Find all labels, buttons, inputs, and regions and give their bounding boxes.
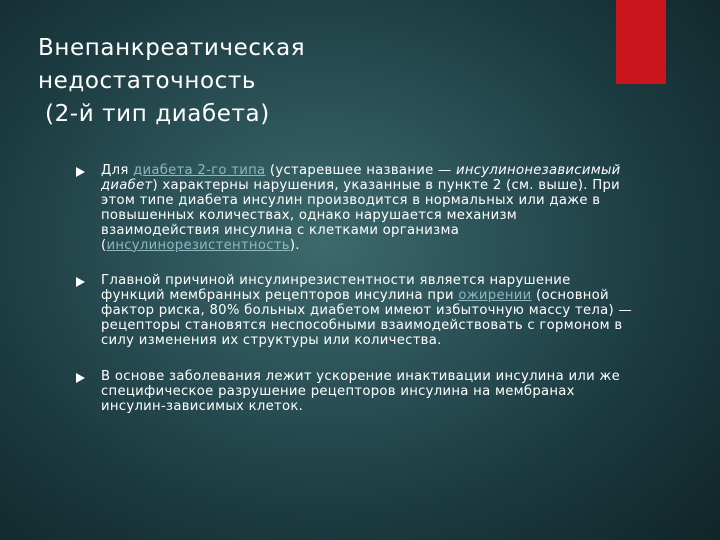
link-diabetes-type-2[interactable]: диабета 2-го типа — [133, 163, 266, 178]
slide-title — [38, 32, 598, 131]
bullet-item-2 — [76, 274, 636, 349]
triangle-bullet-icon — [76, 277, 85, 287]
bullet-item-3 — [76, 370, 636, 415]
link-insulin-resistance[interactable]: инсулинорезистентность — [106, 237, 290, 253]
link-obesity[interactable]: ожирении — [458, 288, 532, 304]
bullet-2-text-2: (основной фактор риска, 80% больных диабетом имеют избыточную массу тела) — рецепторы становятся неспособными взаимодействовать с гормоном в силу изменения их структуры или количества. — [101, 288, 632, 349]
bullet-1-text-1: Для — [101, 163, 134, 178]
bullet-1-text-3: ) характерны нарушения, указанные в пункте 2 (см. выше). При этом типе диабета инсулин производится в нормальных или даже в повышенных количествах, однако нарушается механизм взаимодействия инсулина с клетками организма ( — [101, 177, 621, 253]
bullet-1-text-4: ). — [289, 237, 300, 253]
bullet-item-1 — [76, 164, 636, 253]
bullet-1-italic: инсулинонезависимый диабет — [101, 163, 621, 193]
title-line-1: Внепанкреатическая — [38, 35, 306, 61]
title-line-3: (2-й тип диабета) — [45, 101, 270, 127]
accent-bar — [616, 0, 666, 84]
title-line-2: недостаточность — [38, 68, 257, 94]
triangle-bullet-icon — [76, 167, 85, 177]
bullet-1-text-2: (устаревшее название — — [265, 163, 456, 178]
bullet-list — [76, 164, 636, 415]
bullet-3-text-1: В основе заболевания лежит ускорение инактивации инсулина или же специфическое разрушение рецепторов инсулина на мембранах инсулин-зависимых клеток. — [101, 368, 621, 414]
bullet-2-text-1: Главной причиной инсулинрезистентности является нарушение функций мембранных рецепторов инсулина при — [101, 273, 571, 304]
triangle-bullet-icon — [76, 373, 85, 383]
